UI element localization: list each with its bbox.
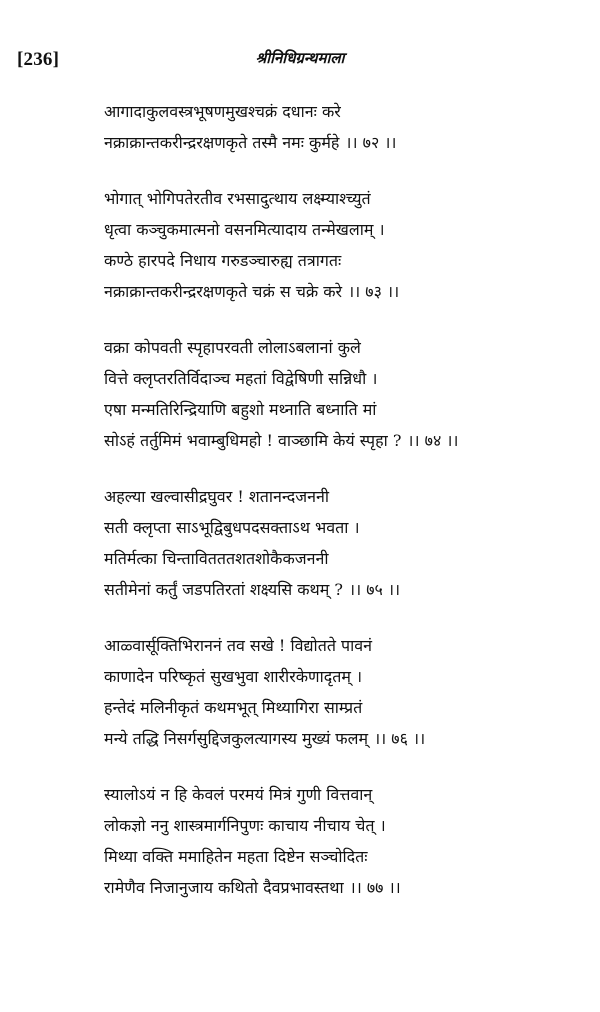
- verse-number: ।। ७३ ।।: [348, 282, 400, 301]
- verse-line: आळ्वार्सूक्तिभिराननं तव सखे ! विद्योतते पावनं: [104, 636, 373, 655]
- verse-line: मतिर्मत्का चिन्तावितततशतशोकैकजननी: [104, 549, 329, 568]
- verse-number: ।। ७५ ।।: [349, 580, 401, 599]
- verse-line-last: [104, 574, 594, 605]
- verse-line-last: [104, 723, 594, 754]
- verse-line: भोगात् भोगिपतेरतीव रभसादुत्थाय लक्ष्म्याश्च्युतं: [104, 189, 371, 208]
- verse-line-text: सोऽहं तर्तुमिमं भवाम्बुधिमहो ! वाञ्छामि केयं स्पृहा ?: [104, 431, 402, 450]
- verse-line: कण्ठे हारपदे निधाय गरुडञ्चारुह्य तत्रागतः: [104, 251, 342, 270]
- verse-line: वित्ते क्लृप्तरतिर्विदाञ्च महतां विद्वेषिणी सन्निधौ ।: [104, 369, 378, 388]
- verse-line-text: सतीमेनां कर्तुं जडपतिरतां शक्ष्यसि कथम् ?: [104, 580, 344, 599]
- verse-line: वक्रा कोपवती स्पृहापरवती लोलाऽबलानां कुले: [104, 338, 361, 357]
- verse-line: एषा मन्मतिरिन्द्रियाणि बहुशो मथ्नाति बध्नाति मां: [104, 400, 377, 419]
- verse-line: आगादाकुलवस्त्रभूषणमुखश्चक्रं दधानः करे: [104, 102, 341, 121]
- verse-line: धृत्वा कञ्चुकमात्मनो वसनमित्यादाय तन्मेखलाम् ।: [104, 220, 385, 239]
- verse-line-last: [104, 276, 594, 307]
- verse-number: ।। ७७ ।।: [349, 878, 401, 897]
- verse-line: हन्तेदं मलिनीकृतं कथमभूत् मिथ्यागिरा साम्प्रतं: [104, 698, 363, 717]
- verse-number: ।। ७२ ।।: [345, 133, 397, 152]
- verse-line: मिथ्या वक्ति ममाहितेन महता दिष्टेन सञ्चोदितः: [104, 847, 368, 866]
- running-title: श्रीनिधिग्रन्थमाला: [255, 49, 345, 67]
- verse-line-last: [104, 127, 594, 158]
- page-number: [236]: [17, 49, 60, 70]
- verse-76: [104, 630, 594, 754]
- verse-line-text: नक्राक्रान्तकरीन्द्ररक्षणकृते तस्मै नमः कुर्महे: [104, 133, 340, 152]
- verse-72: [104, 96, 594, 158]
- verse-73: [104, 183, 594, 307]
- verse-list: [104, 96, 594, 928]
- verse-77: [104, 779, 594, 903]
- verse-74: [104, 332, 594, 456]
- verse-75: [104, 481, 594, 605]
- verse-line-last: [104, 872, 594, 903]
- verse-line: अहल्या खल्वासीद्रघुवर ! शतानन्दजननी: [104, 487, 330, 506]
- verse-line: लोकज्ञो ननु शास्त्रमार्गनिपुणः काचाय नीचाय चेत् ।: [104, 816, 386, 835]
- verse-number: ।। ७४ ।।: [407, 431, 459, 450]
- verse-number: ।। ७६ ।।: [374, 729, 426, 748]
- verse-line-text: रामेणैव निजानुजाय कथितो दैवप्रभावस्तथा: [104, 878, 344, 897]
- verse-line: स्यालोऽयं न हि केवलं परमयं मित्रं गुणी वित्तवान्: [104, 785, 373, 804]
- verse-line: काणादेन परिष्कृतं सुखभुवा शारीरकेणादृतम् ।: [104, 667, 363, 686]
- verse-line: सती क्लृप्ता साऽभूद्विबुधपदसक्ताऽथ भवता ।: [104, 518, 360, 537]
- verse-line-text: नक्राक्रान्तकरीन्द्ररक्षणकृते चक्रं स चक्रे करे: [104, 282, 343, 301]
- verse-line-last: [104, 425, 594, 456]
- verse-line-text: मन्ये तद्धि निसर्गसुद्दिजकुलत्यागस्य मुख्यं फलम्: [104, 729, 369, 748]
